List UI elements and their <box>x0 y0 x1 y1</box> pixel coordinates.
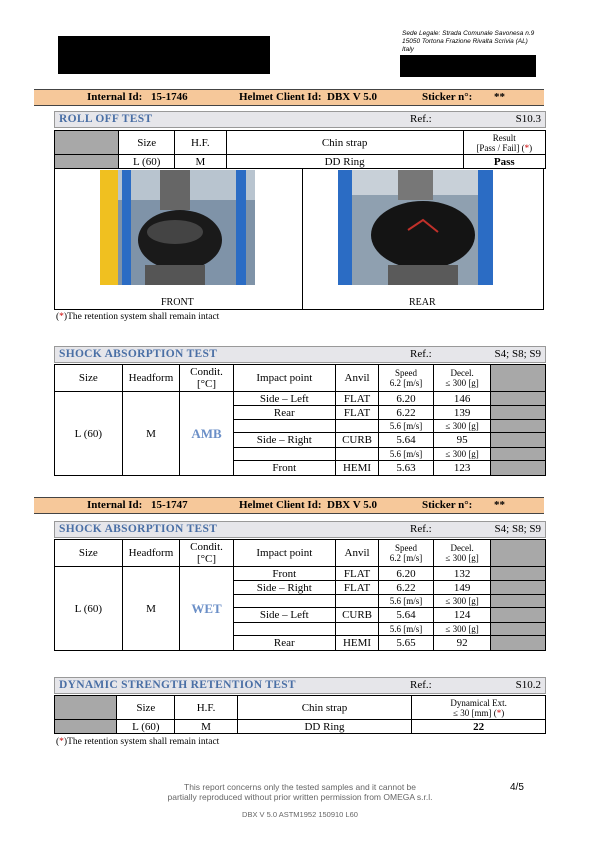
chinstrap-cell: DD Ring <box>226 155 463 169</box>
sub-speed-cell: 5.6 [m/s] <box>379 595 434 608</box>
col-header: Impact point <box>233 540 335 567</box>
front-label: FRONT <box>161 297 194 308</box>
roll-off-note: (*)The retention system shall remain intact <box>56 312 220 322</box>
ext-sub-text: ≤ 30 [mm] ( <box>453 707 497 718</box>
impact-cell: Side – Right <box>233 581 335 595</box>
speed-unit: 6.2 [m/s] <box>389 553 423 563</box>
internal-id-value: 15-1747 <box>151 499 188 511</box>
col-header-ext <box>412 696 546 720</box>
anvil-cell <box>335 448 378 461</box>
impact-cell: Side – Left <box>233 392 335 406</box>
sticker-value: ** <box>494 91 505 103</box>
speed-cell: 6.20 <box>379 392 434 406</box>
ref-label: Ref.: <box>410 348 432 360</box>
headform-cell: M <box>122 392 180 476</box>
roll-off-table <box>54 130 546 169</box>
gray-cell <box>491 636 546 651</box>
footer-line: This report concerns only the tested samples and it cannot be <box>184 782 416 792</box>
result-sub-text: [Pass / Fail] ( <box>476 142 525 153</box>
impact-cell: Side – Right <box>233 433 335 448</box>
decel-cell: 146 <box>433 392 491 406</box>
speed-cell: 5.63 <box>379 461 434 476</box>
sticker-label: Sticker n°: <box>422 91 473 103</box>
col-header: Size <box>119 131 175 155</box>
col-header-speed <box>379 365 434 392</box>
client-id-value: DBX V 5.0 <box>327 499 378 511</box>
result-label: Result <box>492 132 516 143</box>
anvil-cell <box>335 623 378 636</box>
sub-decel-cell: ≤ 300 [g] <box>433 623 491 636</box>
col-header: Chin strap <box>237 696 412 720</box>
gray-cell <box>55 155 119 169</box>
decel-cell: 124 <box>433 608 491 623</box>
size-cell: L (60) <box>55 567 123 651</box>
decel-cell: 139 <box>433 406 491 420</box>
anvil-cell: HEMI <box>335 636 378 651</box>
decel-limit: ≤ 300 [g] <box>445 553 479 563</box>
speed-cell: 6.22 <box>379 581 434 595</box>
impact-cell <box>233 623 335 636</box>
gray-cell <box>491 461 546 476</box>
size-cell: L (60) <box>119 155 175 169</box>
col-header: H.F. <box>175 696 237 720</box>
result-sub-close: ) <box>529 142 533 153</box>
redacted-contact <box>400 55 536 77</box>
speed-label: Speed <box>395 543 418 553</box>
id-bar <box>34 497 544 514</box>
gray-cell <box>55 696 117 720</box>
sub-speed-cell: 5.6 [m/s] <box>379 623 434 636</box>
footer-line: partially reproduced without prior written permission from OMEGA s.r.l. <box>167 792 433 802</box>
gray-cell <box>491 623 546 636</box>
hf-cell: M <box>175 155 227 169</box>
headform-cell: M <box>122 567 180 651</box>
anvil-cell: HEMI <box>335 461 378 476</box>
speed-cell: 5.65 <box>379 636 434 651</box>
col-header: Size <box>55 365 123 392</box>
note-text: The retention system shall remain intact <box>67 312 220 322</box>
company-address <box>402 30 562 54</box>
client-id-label: Helmet Client Id: <box>239 499 322 511</box>
ref-label: Ref.: <box>410 679 432 691</box>
roll-off-header <box>54 111 546 128</box>
speed-unit: 6.2 [m/s] <box>389 378 423 388</box>
col-header: Anvil <box>335 540 378 567</box>
dynamic-header <box>54 677 546 694</box>
col-header: Impact point <box>233 365 335 392</box>
col-header: Chin strap <box>226 131 463 155</box>
sub-decel-cell: ≤ 300 [g] <box>433 420 491 433</box>
internal-id-value: 15-1746 <box>151 91 188 103</box>
section-title: SHOCK ABSORPTION TEST <box>59 523 218 535</box>
asterisk: * <box>59 312 64 322</box>
asterisk: * <box>496 707 502 718</box>
col-header: H.F. <box>175 131 227 155</box>
result-sub <box>464 143 545 153</box>
col-header-speed <box>379 540 434 567</box>
decel-cell: 132 <box>433 567 491 581</box>
decel-cell: 149 <box>433 581 491 595</box>
speed-label: Speed <box>395 368 418 378</box>
anvil-cell: FLAT <box>335 406 378 420</box>
front-photo <box>100 170 255 285</box>
cond-unit: [°C] <box>197 378 217 390</box>
internal-id-label: Internal Id: <box>87 499 143 511</box>
note-text: The retention system shall remain intact <box>67 737 220 747</box>
decel-label: Decel. <box>450 543 474 553</box>
address-line: 15050 Tortona Frazione Rivalta Scrivia (AL) <box>402 38 528 45</box>
shock-header <box>54 346 546 363</box>
gray-cell <box>55 131 119 155</box>
sub-decel-cell: ≤ 300 [g] <box>433 595 491 608</box>
condition-cell: AMB <box>180 392 234 476</box>
impact-cell <box>233 595 335 608</box>
client-id-value: DBX V 5.0 <box>327 91 378 103</box>
gray-cell <box>491 448 546 461</box>
gray-cell <box>491 567 546 581</box>
sticker-label: Sticker n°: <box>422 499 473 511</box>
rear-label: REAR <box>409 297 436 308</box>
ref-value: S4; S8; S9 <box>494 348 541 360</box>
client-id-label: Helmet Client Id: <box>239 91 322 103</box>
impact-cell: Side – Left <box>233 608 335 623</box>
ext-sub-close: ) <box>501 707 505 718</box>
decel-cell: 95 <box>433 433 491 448</box>
impact-cell <box>233 420 335 433</box>
speed-cell: 5.64 <box>379 608 434 623</box>
decel-limit: ≤ 300 [g] <box>445 378 479 388</box>
impact-cell: Rear <box>233 406 335 420</box>
ref-label: Ref.: <box>410 113 432 125</box>
speed-cell: 6.22 <box>379 406 434 420</box>
col-header: Headform <box>122 365 180 392</box>
gray-cell <box>491 433 546 448</box>
col-header: Size <box>117 696 175 720</box>
anvil-cell: FLAT <box>335 567 378 581</box>
anvil-cell: FLAT <box>335 392 378 406</box>
impact-cell <box>233 448 335 461</box>
col-header-cond <box>180 540 234 567</box>
dynamic-table <box>54 695 546 734</box>
gray-cell <box>491 365 546 392</box>
anvil-cell: FLAT <box>335 581 378 595</box>
chinstrap-cell: DD Ring <box>237 720 412 734</box>
asterisk: * <box>59 737 64 747</box>
redacted-logo <box>58 36 270 74</box>
shock-header <box>54 521 546 538</box>
col-header: Headform <box>122 540 180 567</box>
gray-cell <box>55 720 117 734</box>
size-cell: L (60) <box>55 392 123 476</box>
gray-cell <box>491 420 546 433</box>
ext-label: Dynamical Ext. <box>450 697 507 708</box>
condition-cell: WET <box>180 567 234 651</box>
gray-cell <box>491 595 546 608</box>
footer-disclaimer <box>130 782 470 802</box>
address-line: Italy <box>402 46 414 53</box>
ref-value: S4; S8; S9 <box>494 523 541 535</box>
dynamic-note: (*)The retention system shall remain intact <box>56 737 220 747</box>
asterisk: * <box>524 142 530 153</box>
ext-sub <box>412 708 545 718</box>
sub-decel-cell: ≤ 300 [g] <box>433 448 491 461</box>
col-header-result <box>463 131 545 155</box>
sticker-value: ** <box>494 499 505 511</box>
decel-cell: 92 <box>433 636 491 651</box>
address-line: Sede Legale: Strada Comunale Savonesa n.9 <box>402 30 535 37</box>
col-header: Size <box>55 540 123 567</box>
result-cell: Pass <box>463 155 545 169</box>
ref-label: Ref.: <box>410 523 432 535</box>
speed-cell: 5.64 <box>379 433 434 448</box>
cond-label: Condit. <box>190 366 223 378</box>
ref-value: S10.2 <box>515 679 541 691</box>
gray-cell <box>491 540 546 567</box>
sub-speed-cell: 5.6 [m/s] <box>379 448 434 461</box>
gray-cell <box>491 608 546 623</box>
impact-cell: Rear <box>233 636 335 651</box>
section-title: SHOCK ABSORPTION TEST <box>59 348 218 360</box>
internal-id-label: Internal Id: <box>87 91 143 103</box>
hf-cell: M <box>175 720 237 734</box>
shock-table <box>54 364 546 476</box>
anvil-cell: CURB <box>335 608 378 623</box>
col-header-decel <box>433 365 491 392</box>
id-bar <box>34 89 544 106</box>
page-number: 4/5 <box>510 782 524 793</box>
gray-cell <box>491 581 546 595</box>
ext-value-cell: 22 <box>412 720 546 734</box>
col-header-cond <box>180 365 234 392</box>
anvil-cell: CURB <box>335 433 378 448</box>
anvil-cell <box>335 420 378 433</box>
shock-table <box>54 539 546 651</box>
decel-label: Decel. <box>450 368 474 378</box>
size-cell: L (60) <box>117 720 175 734</box>
rear-photo <box>338 170 493 285</box>
cond-label: Condit. <box>190 541 223 553</box>
impact-cell: Front <box>233 567 335 581</box>
section-title: ROLL OFF TEST <box>59 113 153 125</box>
ref-value: S10.3 <box>515 113 541 125</box>
section-title: DYNAMIC STRENGTH RETENTION TEST <box>59 679 296 691</box>
gray-cell <box>491 406 546 420</box>
anvil-cell <box>335 595 378 608</box>
cond-unit: [°C] <box>197 553 217 565</box>
doc-id: DBX V 5.0 ASTM1952 150910 L60 <box>242 810 358 819</box>
photo-divider <box>302 169 303 309</box>
gray-cell <box>491 392 546 406</box>
speed-cell: 6.20 <box>379 567 434 581</box>
sub-speed-cell: 5.6 [m/s] <box>379 420 434 433</box>
decel-cell: 123 <box>433 461 491 476</box>
col-header: Anvil <box>335 365 378 392</box>
impact-cell: Front <box>233 461 335 476</box>
col-header-decel <box>433 540 491 567</box>
